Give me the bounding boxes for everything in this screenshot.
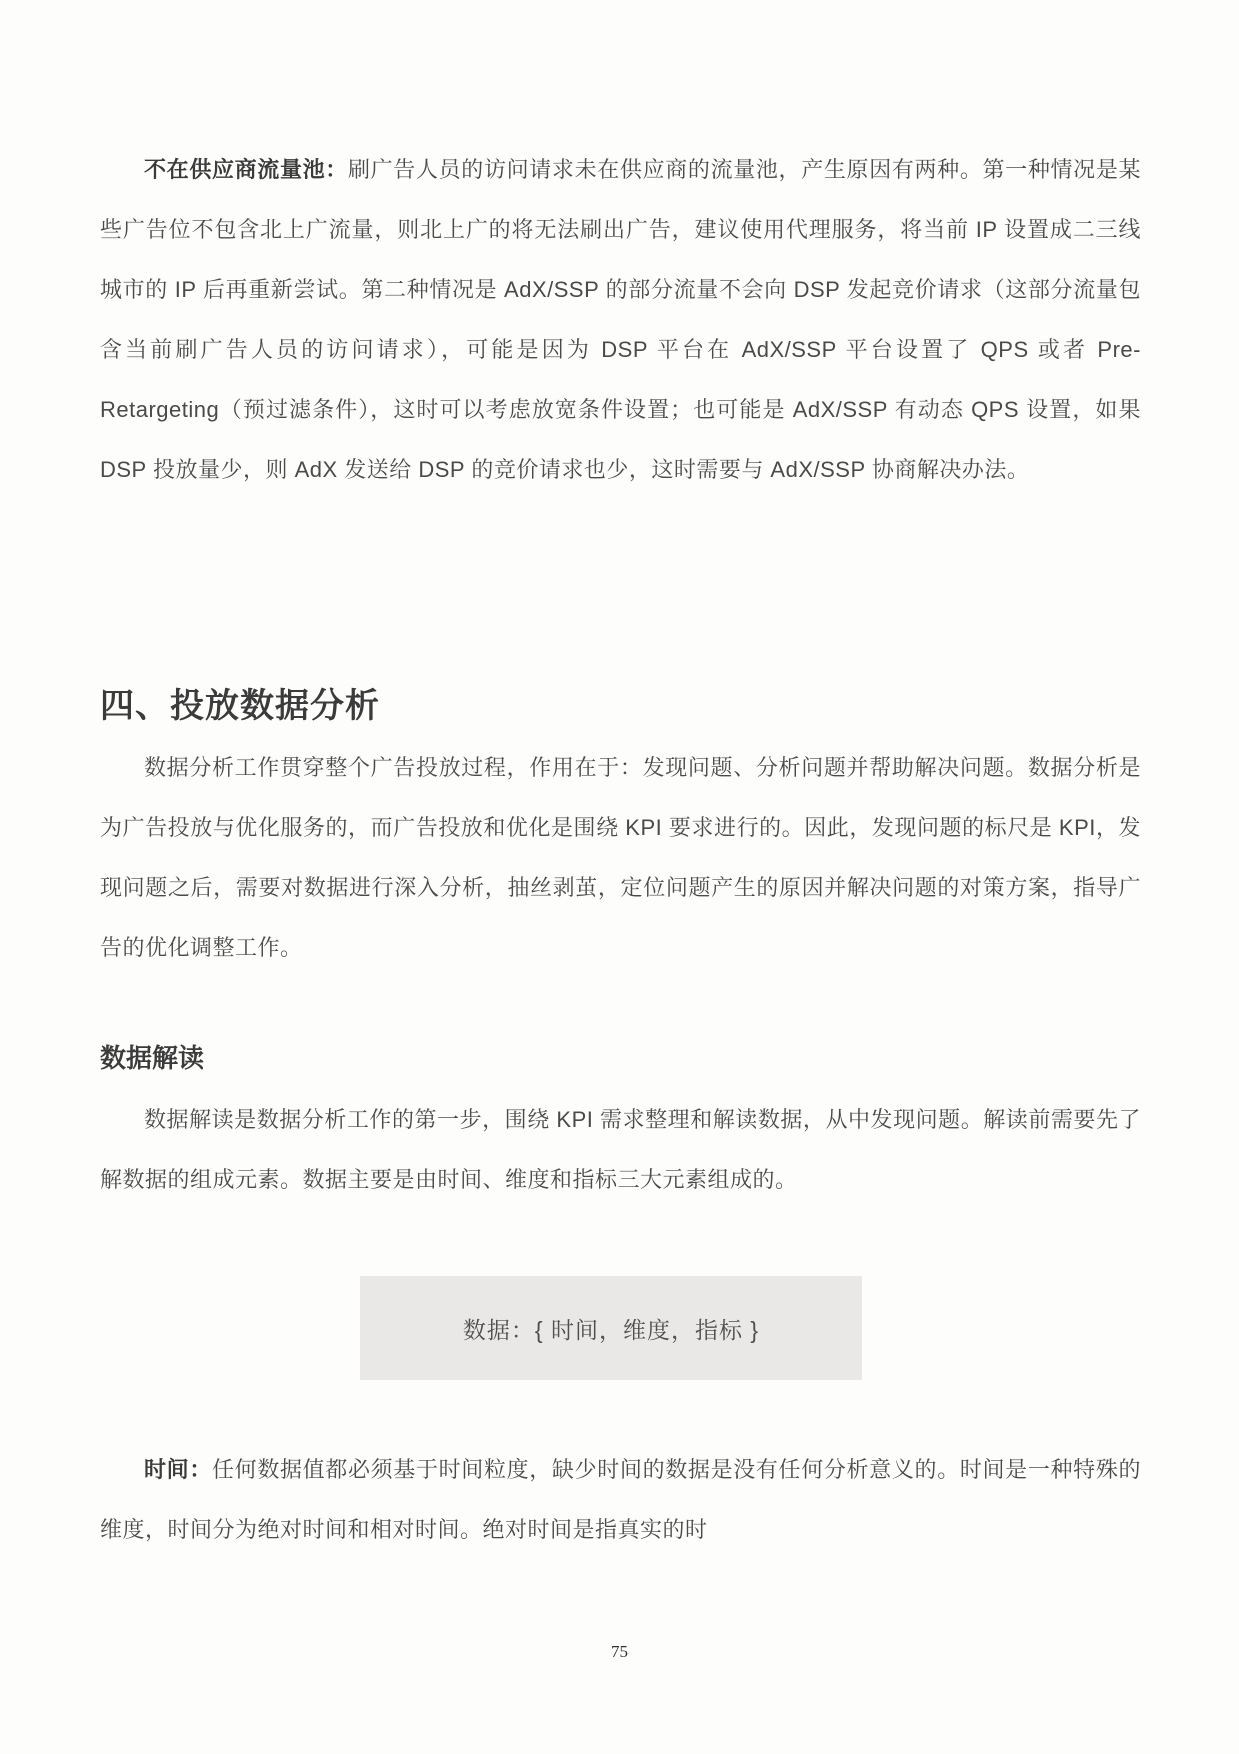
paragraph-data-interpretation-intro: 数据解读是数据分析工作的第一步，围绕 KPI 需求整理和解读数据，从中发现问题。解读前需要先了解数据的组成元素。数据主要是由时间、维度和指标三大元素组成的。 — [100, 1107, 1141, 1192]
section-heading-delivery-data-analysis: 四、投放数据分析 — [100, 687, 380, 725]
paragraph-time-element — [100, 1440, 1141, 1560]
data-formula-text: 数据：{ 时间，维度，指标 } — [462, 1316, 760, 1343]
paragraph-body-text: 刷广告人员的访问请求未在供应商的流量池，产生原因有两种。第一种情况是某些广告位不包含北上广流量，则北上广的将无法刷出广告，建议使用代理服务，将当前 IP 设置成二三线城市的 IP 后再重新尝试。第二种情况是 AdX/SSP 的部分流量不会向 DSP 发起竞价请求（这部分流量包含当前刷广告人员的访问请求），可能是因为 DSP 平台在 AdX/SSP 平台设置了 QPS 或者 Pre-Retargeting（预过滤条件），这时可以考虑放宽条件设置；也可能是 AdX/SSP 有动态 QPS 设置，如果 DSP 投放量少，则 AdX 发送给 DSP 的竞价请求也少，这时需要与 AdX/SSP 协商解决办法。 — [100, 157, 1141, 482]
paragraph-supplier-traffic-pool — [100, 140, 1141, 500]
paragraph-lead-term: 时间： — [144, 1457, 212, 1482]
paragraph-body-text: 任何数据值都必须基于时间粒度，缺少时间的数据是没有任何分析意义的。时间是一种特殊的维度，时间分为绝对时间和相对时间。绝对时间是指真实的时 — [100, 1457, 1141, 1542]
paragraph-lead-term: 不在供应商流量池： — [144, 157, 348, 182]
sub-heading-data-interpretation: 数据解读 — [100, 1043, 205, 1073]
data-formula-box — [360, 1276, 862, 1380]
page-number: 75 — [611, 1642, 628, 1661]
paragraph-data-analysis-overview: 数据分析工作贯穿整个广告投放过程，作用在于：发现问题、分析问题并帮助解决问题。数据分析是为广告投放与优化服务的，而广告投放和优化是围绕 KPI 要求进行的。因此，发现问题的标尺是 KPI，发现问题之后，需要对数据进行深入分析，抽丝剥茧，定位问题产生的原因并解决问题的对策方案，指导广告的优化调整工作。 — [100, 755, 1141, 960]
